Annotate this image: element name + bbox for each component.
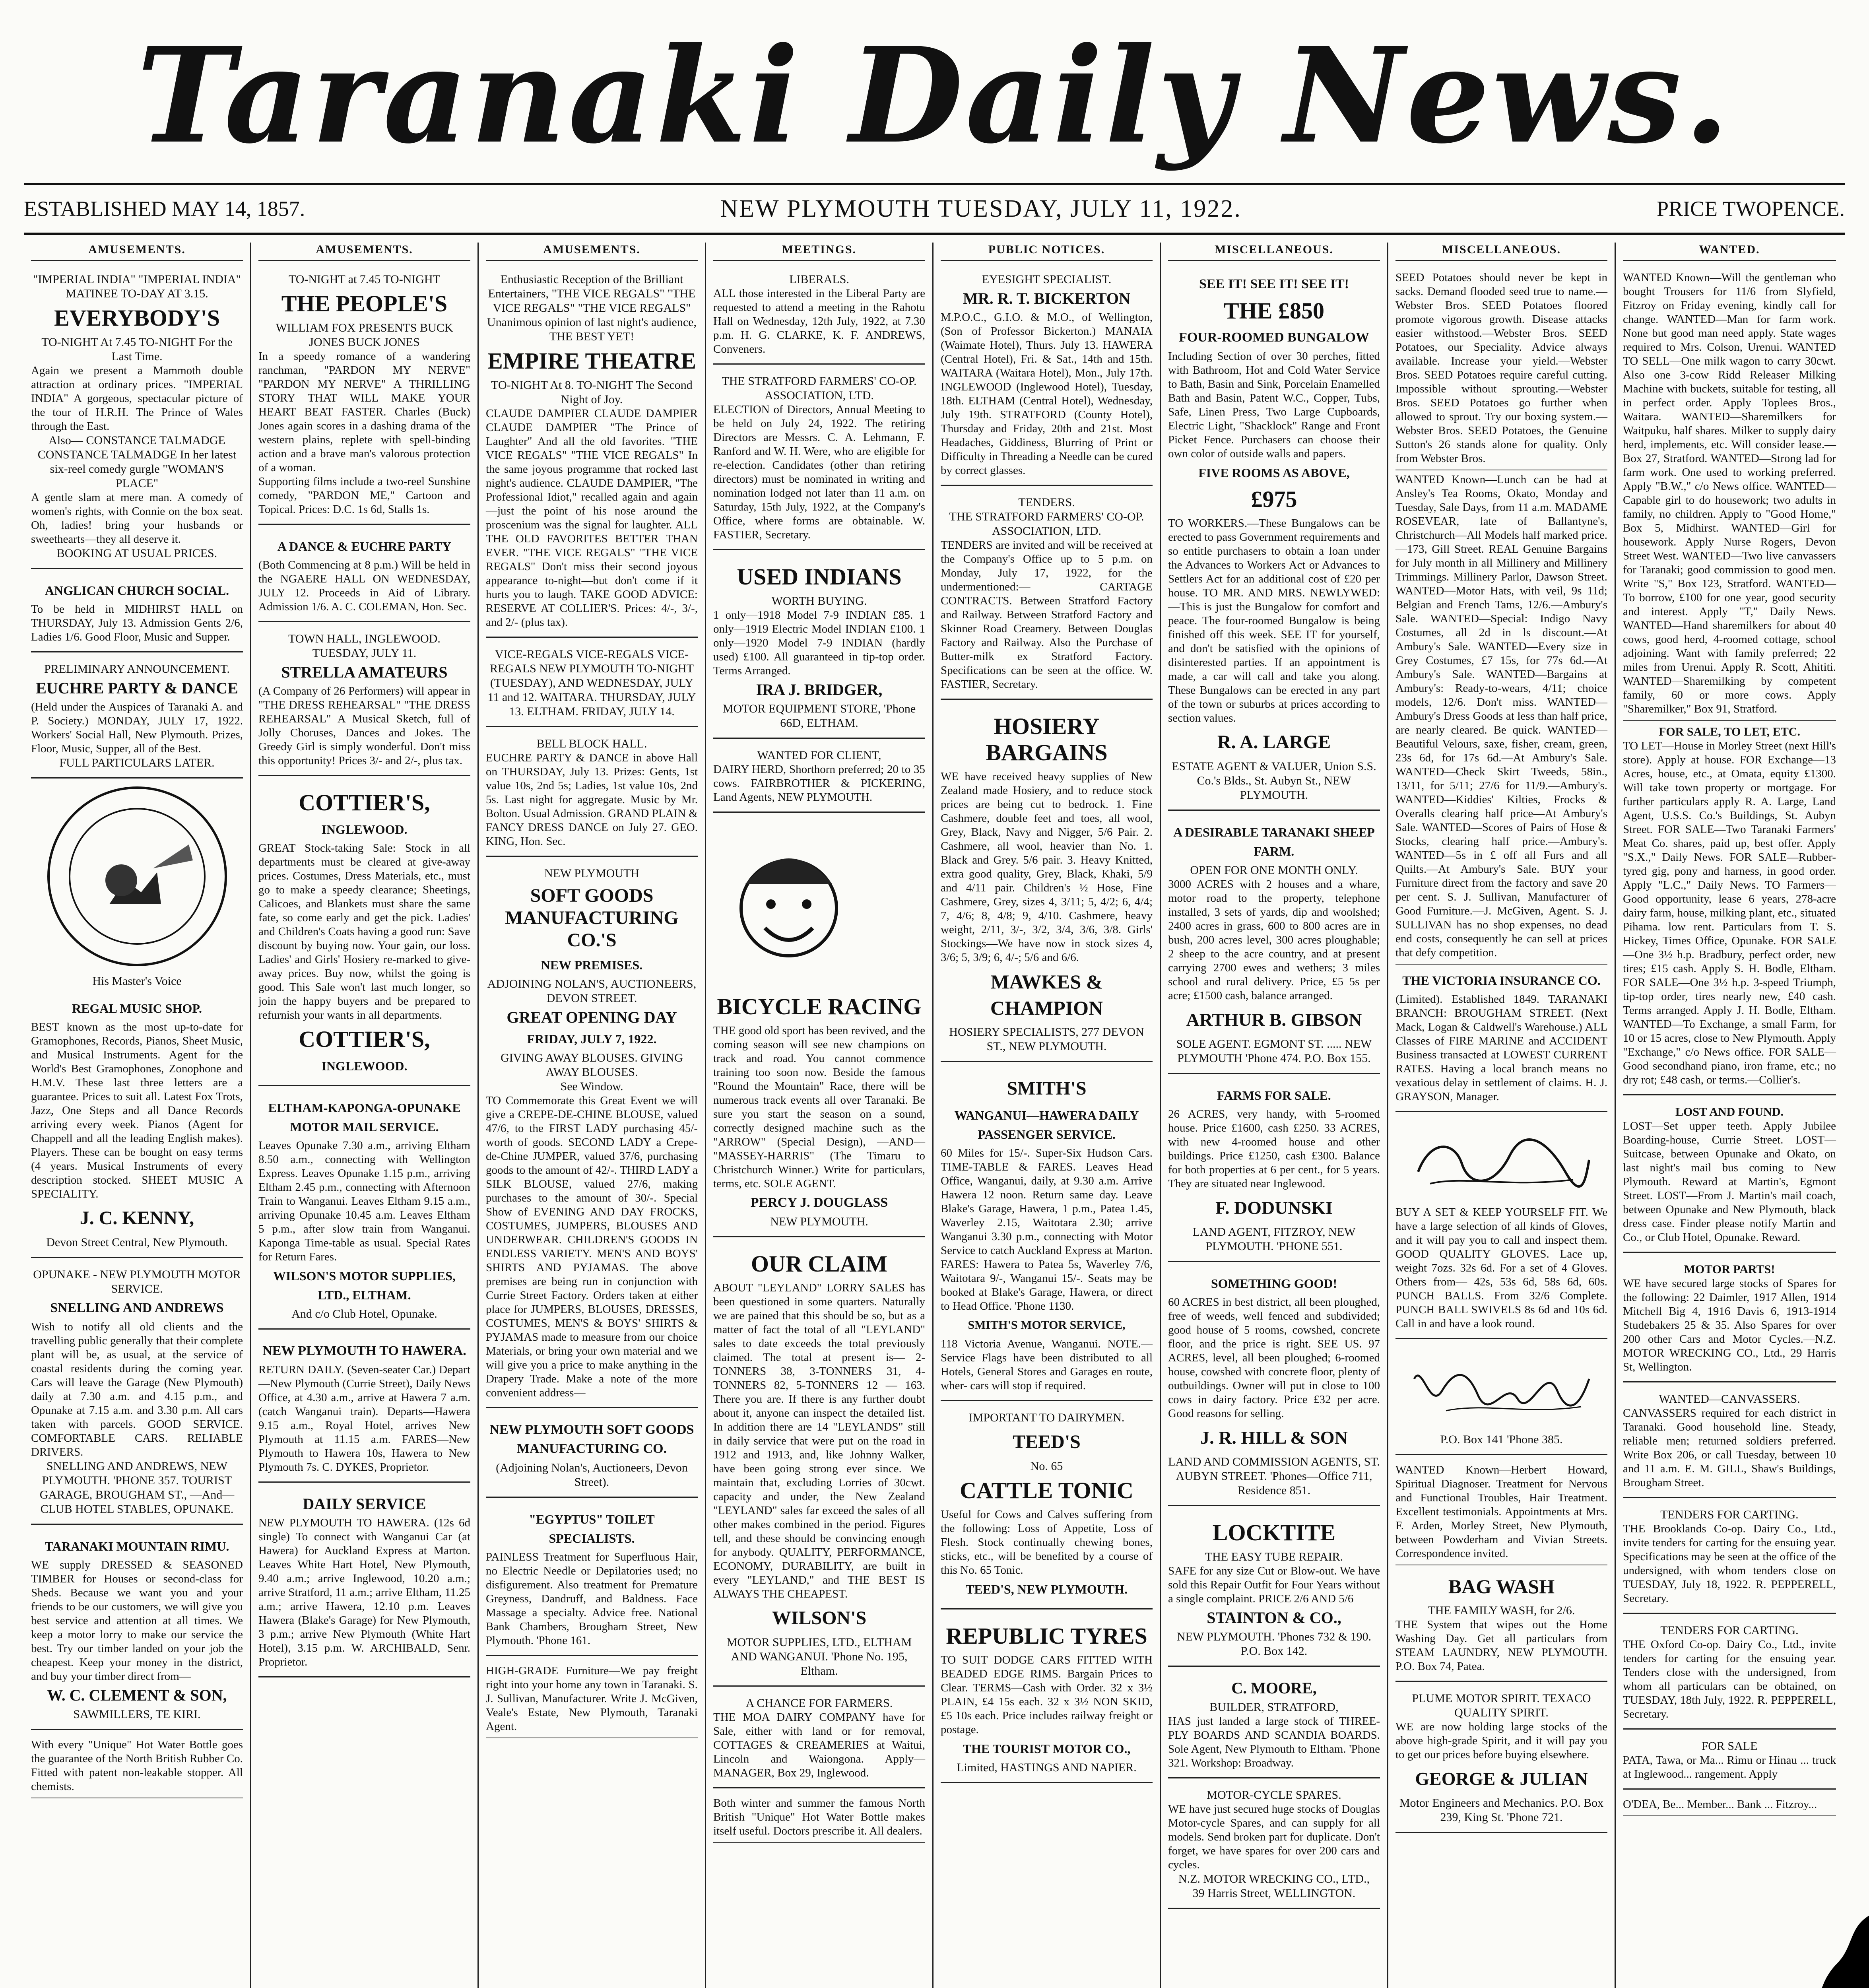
motor-parts-ad bbox=[1623, 1258, 1836, 1382]
daily-service-ad bbox=[258, 1488, 470, 1677]
section-title: TENDERS FOR CARTING. bbox=[1660, 1624, 1799, 1637]
ad-body: RETURN DAILY. (Seven-seater Car.) Depart—New Plymouth (Currie Street), Daily News Office, at 4.30 a.m., arrive at Hawera 7 a.m. (catch Wanganui train). Departs—Hawera 9.15 a.m., Royal Hotel, arrives New Plymouth at 11.15 a.m. FARES—New Plymouth to Hawera 10s, Hawera to New Plymouth 7s. C. DYKES, Proprietor. bbox=[258, 1363, 470, 1474]
austin-signature bbox=[1406, 1355, 1597, 1423]
ad-name: J. C. KENNY, bbox=[80, 1208, 194, 1229]
ad-title: NEW PLYMOUTH TO HAWERA. bbox=[262, 1343, 466, 1358]
ad-name: ARTHUR B. GIBSON bbox=[1186, 1010, 1362, 1030]
dateline-rule bbox=[24, 233, 1845, 235]
ad-title: SNELLING AND ANDREWS bbox=[50, 1301, 224, 1315]
ad-body: THE MOA DAIRY COMPANY have for Sale, either with land or for removal, COTTAGES & CREAMERIES at Waitui, Lincoln and Waiongona. Apply— MANAGER, Box 29, Inglewood. bbox=[713, 1711, 925, 1779]
ad-body: 60 ACRES in best district, all been ploughed, free of weeds, well fenced and subdivided; good house of 5 rooms, cowshed, concrete floor, and the price is right. SEE US. 97 ACRES, level, all been ploughed; 6-roomed house, cowshed with concrete floor, plenty of outbuildings. Owner will put in close to 100 cows in dairy factory. Price £32 per acre. Good reasons for selling. bbox=[1168, 1296, 1380, 1420]
hawera-service-ad bbox=[258, 1335, 470, 1483]
ad-line: No. 65 bbox=[1030, 1460, 1063, 1473]
ad-body: (Limited). Established 1849. TARANAKI BRANCH: BROUGHAM STREET. (Next Mack, Logan & Caldwell's Warehouse.) ALL Classes of FIRE MARINE and ACCIDENT Business transacted at LOWEST CURRENT RATES. Having a local branch means no vexatious delay in settlement of claims. H. J. GRAYSON, Manager. bbox=[1395, 993, 1607, 1103]
ad-line: TOWN HALL, INGLEWOOD. bbox=[288, 632, 441, 645]
ad-body: PAINLESS Treatment for Superfluous Hair, no Electric Needle or Depilatories used; no disfigurement. Also treatment for Premature Greyness, Dandruff, and Baldness. Face Massage a specialty. Advice free. National Bank Chambers, Brougham Street, New Plymouth. 'Phone 161. bbox=[486, 1551, 698, 1647]
ad-line: PLUME MOTOR SPIRIT. TEXACO QUALITY SPIRIT. bbox=[1412, 1692, 1591, 1719]
seed-potatoes-classifieds: SEED Potatoes should never be kept in sacks. Demand flooded seed true to name.—Webster Bros. SEED Potatoes floored promote vigorous growth. Disease attacks easier withstood.—Webster Bros. SEED Potatoes, our Speciality. Advice always available. Increase your yield.—Webster Bros. SEED Potatoes require careful cutting. Impossible without sprouting.—Webster Bros. SEED Potatoes go further when allowed to sprout. Try our boxing system.—Webster Bros. SEED Potatoes, the Genuine Sutton's 26 stands alone for quality. Only from Webster Bros. bbox=[1395, 268, 1607, 470]
ad-title: DAILY SERVICE bbox=[303, 1495, 426, 1513]
section-title: WANTED—CANVASSERS. bbox=[1659, 1392, 1800, 1406]
column-header: AMUSEMENTS. bbox=[258, 243, 470, 261]
moa-dairy-ad bbox=[713, 1692, 925, 1788]
column-4 bbox=[706, 243, 934, 1988]
column-header: MISCELLANEOUS. bbox=[1168, 243, 1380, 261]
ad-title: MR. R. T. BICKERTON bbox=[963, 289, 1130, 307]
spiritual-diagnoser-note: WANTED Known—Herbert Howard, Spiritual Diagnoser. Treatment for Nervous and Functional Troubles, Hair Treatment. Excellent testimonials. Appointments at Mrs. F. Arden, Morley Street, New Plymouth, between Powderham and Vivian Streets. Correspondence invited. bbox=[1395, 1461, 1607, 1565]
ad-body: DAIRY HERD, Shorthorn preferred; 20 to 35 cows. FAIRBROTHER & PICKERING, Land Agents, NEW PLYMOUTH. bbox=[713, 763, 925, 804]
column-header: WANTED. bbox=[1623, 243, 1836, 261]
ad-title: REPUBLIC TYRES bbox=[946, 1623, 1147, 1649]
church-social-ad bbox=[31, 575, 243, 652]
ad-body: A gentle slam at mere man. A comedy of women's rights, with Connie on the box seat. Oh, ladies! bring your husbands or sweethearts—they all deserve it. bbox=[31, 491, 243, 546]
ad-title: TEED'S bbox=[1013, 1431, 1081, 1452]
ad-body: BUY A SET & KEEP YOURSELF FIT. We have a large selection of all kinds of Gloves, and it will pay you to call and inspect them. GOOD QUALITY GLOVES. Lace up, weight 7ozs. 32s 6d. For a set of 4 Gloves. Others from— 42s, 53s 6d, 58s 6d, 60s. PUNCH BALLS. From 32/6 Complete. PUNCH BALL SWIVELS 8s 6d and 10s 6d. Call in and have a look round. bbox=[1395, 1206, 1607, 1330]
ad-body: ELECTION of Directors, Annual Meeting to be held on July 24, 1922. The retiring Directors are Messrs. C. A. Lehmann, F. Ranford and W. H. Were, who are eligible for re-election. Candidates (other than retiring directors) must be nominated in writing and nomination lodged not later than 11 a.m. on Saturday, 15th July, 1922, at the Company's Office, where forms are obtainable. W. FASTIER, Secretary. bbox=[713, 403, 925, 541]
ad-line: A CHANCE FOR FARMERS. bbox=[745, 1697, 893, 1710]
ad-body: THE Brooklands Co-op. Dairy Co., Ltd., invite tenders for carting for the ensuing year. Specifications may be seen at the office of the undersigned, with whom tenders close on TUESDAY, July 18, 1922. R. PEPPERELL, Secretary. bbox=[1623, 1522, 1836, 1605]
ad-line: LIBERALS. bbox=[789, 273, 849, 286]
ad-line: EYESIGHT SPECIALIST. bbox=[982, 273, 1112, 286]
ad-body: To be held in MIDHIRST HALL on THURSDAY, July 13. Admission Gents 2/6, Ladies 1/6. Good Floor, Music and Supper. bbox=[31, 603, 243, 643]
ad-title: SOMETHING GOOD! bbox=[1211, 1276, 1337, 1291]
ad-line: GIVING AWAY BLOUSES. GIVING AWAY BLOUSES. bbox=[501, 1051, 683, 1079]
ad-body: 3000 ACRES with 2 houses and a whare, motor road to the property, telephone installed, 3 sets of yards, dip and woolshed; 2400 acres in grass, 600 to 800 acres are in bush, 200 acres level, 300 acres ploughable; 2 sheep to the acre country, and at present carrying 2700 ewes and wethers; 3 miles school and rural delivery. Price, £5 5s per acre; £1500 cash, balance arranged. bbox=[1168, 878, 1380, 1002]
ad-title: BICYCLE RACING bbox=[717, 994, 922, 1019]
ad-line: NEW PLYMOUTH bbox=[544, 867, 639, 880]
ambury-classifieds: WANTED Known—Lunch can be had at Ansley's Tea Rooms, Okato, Monday and Tuesday, Sale Days, from 11 a.m. MADAME ROSEVEAR, late of Ballantyne's, Christchurch—All Models half marked price.—173, Gill Street. REAL Genuine Bargains for July month in all Millinery and Millinery Trimmings. Millinery Parlor, Dawson Street. WANTED—Motor Hats, with veil, 9s 11d; Belgian and French Tams, 12/6.—Ambury's Sale. WANTED—Special: Indigo Navy Costumes, all 2d in ls discount.—At Ambury's Sale. WANTED—Every size in Grey Costumes, £7 15s, for 77s 6d.—At Ambury's Sale. WANTED—Bargains at Ambury's: Ready-to-wears, 4/11; choice models, 12/6. Don't miss. WANTED—Ambury's Dress Goods at less than half price, are nearly cleared. Be quick. WANTED—Beautiful Velours, saxe, fisher, cream, green, 23s 6d, for 17s 6d.—At Ambury's Sale. WANTED—Check Skirt Tweeds, 58in., 13/11, for 5/11; 27/6 for 11/9.—Ambury's. WANTED—Kiddies' Kilties, Frocks & Overalls clearing half price—At Ambury's Sale. WANTED—Scores of Pairs of Hose & Stocks, clearing half price.—Ambury's. WANTED—5s in £ off all Furs and all Quilts.—At Ambury's Sale. BUY your Furniture direct from the factory and save 20 per cent. S. J. Sullivan, Manufacturer of Good Furniture.—J. McGiven, Agent. S. J. SULLIVAN has no shop expenses, no dead end costs, consequently he can sell at prices that defy competition. bbox=[1395, 470, 1607, 965]
ad-body: TENDERS are invited and will be received at the Company's Office up to 5 p.m. on Monday, July 17, 1922, for the undermentioned:— CARTAGE CONTRACTS. Between Stratford Factory and Railway. Between Stratford Factory and Skinner Road Creamery. Between Douglas Factory and Railway. Also the Purchase of Butter-milk ex Stratford Factory. Specifications can be seen at the office. W. FASTIER, Secretary. bbox=[941, 539, 1153, 691]
ad-line: 39 Harris Street, WELLINGTON. bbox=[1192, 1887, 1356, 1900]
place-date-line: NEW PLYMOUTH TUESDAY, JULY 11, 1922. bbox=[720, 195, 1242, 222]
egyptus-ad bbox=[486, 1503, 698, 1656]
ad-line: WILLIAM FOX PRESENTS BUCK JONES BUCK JONES bbox=[276, 321, 453, 349]
motorcycle-spares-ad bbox=[1168, 1784, 1380, 1909]
ad-title: EUCHRE PARTY & DANCE bbox=[36, 679, 238, 697]
ad-body: M.P.O.C., G.I.O. & M.O., of Wellington, (Son of Professor Bickerton.) MANAIA (Waimate Hotel), Thurs. July 13. HAWERA (Central Hotel), Fri. & Sat., 14th and 15th. WAITARA (Waitara Hotel), Mon., July 17th. INGLEWOOD (Inglewood Hotel), Tuesday, 18th. ELTHAM (Central Hotel), Wednesday, July 19th. STRATFORD (County Hotel), Thursday and Friday, 20th and 21st. Most Headaches, Giddiness, Blurring of Print or Difficulty in Threading a Needle can be cured by correct glasses. bbox=[941, 311, 1153, 477]
column-header: AMUSEMENTS. bbox=[486, 243, 698, 261]
unique-bottle-note: Both winter and summer the famous North British "Unique" Hot Water Bottle makes itself useful. Doctors prescribe it. All dealers. bbox=[713, 1794, 925, 1843]
column-5 bbox=[934, 243, 1161, 1988]
wanted-classifieds: WANTED Known—Will the gentleman who bought Trousers for 11/6 from Slyfield, Fitzroy on Friday evening, kindly call for change. WANTED—Man for farm work. None but good man need apply. State wages required to Mrs. Colson, Urenui. WANTED TO SELL—One milk wagon to carry 30cwt. Also one 3-cow Ridd Releaser Milking Machine with buckets, suitable for testing, all in perfect order. Apply Toplees Bros., Waitara. WANTED—Sharemilkers for Waitpuku, half shares. Milker to supply dairy herd, implements, etc. Will consider lease.—Box 27, Stratford. WANTED—Strong lad for farm work. One used to working preferred. Apply "B.W.," c/o News office. WANTED—Capable girl to do housework; two adults in family, no children. Apply to "Good Home," Box 5, Midhirst. WANTED—Girl for housework. Apply Nurse Rogers, Devon Street West. WANTED—Two live canvassers for Taranaki; good commission to good men. Write "S," Box 123, Stratford. WANTED—To borrow, £100 for one year, good security and interest. Apply "T," Daily News. WANTED—Hand sharemilkers for about 40 cows, good herd, 4-roomed cottage, school adjoining. Want with family preferred; 22 miles from Urenui. Apply R. Scott, Ahititi. WANTED—Sharemilking by competent family, 60 or more cows. Apply "Sharemilker," Box 91, Stratford. bbox=[1623, 268, 1836, 721]
ad-sub: FIVE ROOMS AS ABOVE, bbox=[1198, 466, 1350, 480]
ad-line: THE STRATFORD FARMERS' CO-OP. ASSOCIATION, LTD. bbox=[722, 375, 917, 402]
ad-line: See Window. bbox=[560, 1080, 623, 1093]
torn-corner bbox=[1750, 1916, 1869, 1988]
ad-title: £975 bbox=[1251, 486, 1297, 512]
ad-title: THE £850 bbox=[1224, 298, 1324, 324]
column-2 bbox=[251, 243, 479, 1988]
ad-line: Devon Street Central, New Plymouth. bbox=[46, 1236, 228, 1249]
ad-body: BEST known as the most up-to-date for Gramophones, Records, Pianos, Sheet Music, and Musical Instruments. Agent for the World's Best Gramophones, Zonophone and H.M.V. These last three letters are a guarantee. Prices to suit all. Latest Fox Trots, Jazz, One Steps and all Dance Records arriving every week. Pianos (Agent for Chappell and all the leading English makes). Players. These can be bought on easy terms (4 years. Musical Instruments of every description stocked. SHEET MUSIC A SPECIALITY. bbox=[31, 1021, 243, 1200]
boxing-gloves-script-heading bbox=[1406, 1128, 1597, 1196]
ad-line: "IMPERIAL INDIA" "IMPERIAL INDIA" bbox=[33, 273, 241, 286]
ad-sub: WANGANUI—HAWERA DAILY PASSENGER SERVICE. bbox=[954, 1108, 1139, 1142]
ad-title: SOFT GOODS MANUFACTURING CO.'S bbox=[505, 885, 679, 951]
ad-title: SMITH'S bbox=[1007, 1078, 1087, 1099]
ad-line: MOTOR-CYCLE SPARES. bbox=[1207, 1788, 1341, 1802]
ad-name: GEORGE & JULIAN bbox=[1415, 1769, 1588, 1789]
ad-line: TO-NIGHT At 8. TO-NIGHT The Second Night of Joy. bbox=[491, 379, 693, 406]
motor-mail-ad bbox=[258, 1092, 470, 1330]
column-header: AMUSEMENTS. bbox=[31, 243, 243, 261]
ad-line: SOLE AGENT. EGMONT ST. ..... NEW PLYMOUTH 'Phone 474. P.O. Box 155. bbox=[1176, 1037, 1372, 1065]
ad-title: COTTIER'S, bbox=[299, 1026, 430, 1052]
ad-title: FARMS FOR SALE. bbox=[1217, 1088, 1331, 1103]
ad-line: IMPORTANT TO DAIRYMEN. bbox=[968, 1411, 1125, 1424]
established-line: ESTABLISHED MAY 14, 1857. bbox=[24, 197, 305, 221]
price-line: PRICE TWOPENCE. bbox=[1656, 197, 1845, 221]
brooklands-tender-ad bbox=[1623, 1504, 1836, 1614]
ad-body: 118 Victoria Avenue, Wanganui. NOTE.—Service Flags have been distributed to all Hotels, General Stores and Garages en route, wher- cars will stop if required. bbox=[941, 1338, 1153, 1392]
ad-line: BOOKING AT USUAL PRICES. bbox=[56, 547, 217, 560]
ad-body: TO Commemorate this Great Event we will give a CREPE-DE-CHINE BLOUSE, valued 47/6, to the FIRST LADY purchasing 45/- worth of goods. SECOND LADY a Crepe-de-Chine JUMPER, valued 37/6, purchasing goods to the amount of 42/-. THIRD LADY a SILK BLOUSE, valued 27/6, making purchases to the amount of 30/-. Special Show of EVENING AND DAY FROCKS, COSTUMES, JUMPERS, BLOUSES AND UNDERWEAR. CHILDREN'S GOODS IN ENDLESS VARIETY. MEN'S AND BOYS' SHIRTS AND PYJAMAS. The above premises are being run in conjunction with Currie Street Factory. Orders taken at either place for JUMPERS, BLOUSES, DRESSES, COSTUMES, MEN'S & BOYS' SHIRTS & PYJAMAS made to measure from our choice Materials, or bring your own material and we will give you a price to make anything in the Drapery Trade. Make a note of the more convenient address— bbox=[486, 1094, 698, 1399]
ad-body: TO WORKERS.—These Bungalows can be erected to pass Government requirements and so entitle purchasers to obtain a loan under the Advances to Workers Act or Advances to Settlers Act for an additional cost of £20 per house. TO MR. AND MRS. NEWLYWED:—This is just the Bungalow for comfort and peace. The four-roomed Bungalow is being finished off this week. SEE IT for yourself, and don't be satisfied with the opinions of disinterested parties. If an appointment is made, a car will call and take you along. These Bungalows can be erected in any part of the town or suburbs at prices according to section values. bbox=[1168, 517, 1380, 724]
ad-line: Limited, HASTINGS AND NAPIER. bbox=[957, 1761, 1137, 1774]
ad-body: Again we present a Mammoth double attraction at ordinary prices. "IMPERIAL INDIA" A gorgeous, spectacular picture of the tour of H.R.H. The Prince of Wales through the East. bbox=[31, 364, 243, 433]
ad-body: HAS just landed a large stock of THREE-PLY BOARDS AND SCANDIA BOARDS. Sole Agent, New Plymouth to Eltham. 'Phone 321. Workshop: Broadway. bbox=[1168, 1715, 1380, 1769]
eyesight-ad bbox=[941, 268, 1153, 486]
ad-line: MATINEE TO-DAY AT 3.15. bbox=[66, 287, 208, 300]
ad-line: OPUNAKE - NEW PLYMOUTH MOTOR SERVICE. bbox=[33, 1268, 241, 1295]
for-sale-section bbox=[1623, 721, 1836, 1095]
oxford-tender-ad bbox=[1623, 1619, 1836, 1730]
ad-title: CATTLE TONIC bbox=[960, 1477, 1133, 1503]
ad-name: PERCY J. DOUGLASS bbox=[750, 1195, 888, 1210]
ad-body: WE supply DRESSED & SEASONED TIMBER for Houses or second-class for Sheds. Because we want you and your friends to be our customers, we will give you best service and attention at all times. We keep a motor lorry to make our service the best. Try our timber landed on your job the cheapest. Keep your money in the district, and buy your timber direct from— bbox=[31, 1559, 243, 1683]
peoples-ad bbox=[258, 268, 470, 525]
bungalow-ad bbox=[1168, 268, 1380, 811]
lost-found-section bbox=[1623, 1101, 1836, 1253]
section-title: MOTOR PARTS! bbox=[1684, 1263, 1775, 1276]
everybodys-ad bbox=[31, 268, 243, 569]
bag-wash-ad bbox=[1395, 1565, 1607, 1682]
used-indians-ad bbox=[713, 556, 925, 739]
ad-line: NEW PLYMOUTH. 'Phones 732 & 190. P.O. Box 142. bbox=[1176, 1630, 1372, 1658]
ad-body: 1 only—1918 Model 7-9 INDIAN £85. 1 only—1919 Electric Model INDIAN £100. 1 only—1920 Model 7-9 INDIAN (hardly used) £100. All guaranteed in tip-top order. Terms Arranged. bbox=[713, 609, 925, 677]
ad-line: And c/o Club Hotel, Opunake. bbox=[291, 1307, 437, 1320]
republic-tyres-ad bbox=[941, 1615, 1153, 1783]
ad-body: LOST—Set upper teeth. Apply Jubilee Boarding-house, Currie Street. LOST—Suitcase, between Opunake and Okato, on last night's mail bus coming to New Plymouth. Reward at Martin's, Egmont Street. LOST—From J. Martin's mail coach, between Opunake and New Plymouth, black dress case. Finder please notify Martin and Co., or Club Hotel, Opunake. Reward. bbox=[1623, 1120, 1836, 1244]
ad-line: WANTED FOR CLIENT, bbox=[757, 749, 881, 762]
ad-sub: NEW PREMISES. bbox=[541, 958, 643, 972]
plume-spirit-ad bbox=[1395, 1687, 1607, 1833]
ad-name: THE TOURIST MOTOR CO., bbox=[963, 1741, 1131, 1756]
ad-title: REGAL MUSIC SHOP. bbox=[72, 1001, 202, 1015]
column-6 bbox=[1161, 243, 1388, 1988]
ad-line: Motor Engineers and Mechanics. P.O. Box 239, King St. 'Phone 721. bbox=[1399, 1796, 1604, 1824]
ad-line: TO-NIGHT At 7.45 TO-NIGHT For the Last Time. bbox=[41, 336, 233, 363]
ad-line: FULL PARTICULARS LATER. bbox=[59, 756, 215, 769]
ad-line: SAWMILLERS, TE KIRI. bbox=[73, 1708, 201, 1721]
ad-body: THE Oxford Co-op. Dairy Co., Ltd., invite tenders for carting for the ensuing year. Tenders close with the undersigned, from whom all particulars can be obtained, on TUESDAY, 18th July, 1922. R. PEPPERELL, Secretary. bbox=[1623, 1638, 1836, 1720]
vice-regals-ad bbox=[486, 643, 698, 727]
ad-title: COTTIER'S, bbox=[299, 790, 430, 815]
bell-block-ad bbox=[486, 733, 698, 857]
boxing-gloves-ad bbox=[1395, 1118, 1607, 1339]
ad-line: MOTOR EQUIPMENT STORE, 'Phone 66D, ELTHAM. bbox=[722, 702, 916, 730]
ad-title: "EGYPTUS" TOILET SPECIALISTS. bbox=[529, 1512, 655, 1545]
our-claim-ad bbox=[713, 1243, 925, 1687]
ngaere-dance-ad bbox=[258, 530, 470, 622]
ad-name: C. MOORE, bbox=[1231, 1679, 1317, 1697]
bicycle-racing-ad bbox=[713, 986, 925, 1237]
ad-title: HOSIERY BARGAINS bbox=[986, 713, 1108, 765]
hosiery-ad bbox=[941, 705, 1153, 1062]
soft-goods-ad bbox=[486, 862, 698, 1408]
something-good-ad bbox=[1168, 1268, 1380, 1506]
ad-body: NEW PLYMOUTH TO HAWERA. (12s 6d single) To connect with Wanganui Car (at Hawera) for Auckland Express at Marton. Leaves White Hart Hotel, New Plymouth, 9.40 a.m.; arrive Inglewood, 10.20 a.m.; arrive Stratford, 11 a.m.; arrive Eltham, 11.25 a.m.; arrive Hawera, 12.10 p.m. Leaves Hawera (Blake's Garage) for New Plymouth, 3 p.m.; arrive New Plymouth (White Hart Hotel), 3.15 p.m. W. ARCHIBALD, Senr. Proprietor. bbox=[258, 1516, 470, 1668]
column-3 bbox=[479, 243, 706, 1988]
ad-body: WE are now holding large stocks of the above high-grade Spirit, and it will pay you to get our prices before buying elsewhere. bbox=[1395, 1720, 1607, 1761]
ad-body: GREAT Stock-taking Sale: Stock in all departments must be cleared at give-away prices. Costumes, Dress Materials, etc., must go to make a speedy clearance; Sheetings, Calicoes, and Blankets must share the same fate, so come early and get the pick. Ladies' and Children's Coats having a good run: Save discount by buying now. Your gain, our loss. Ladies' and Girls' Hosiery re-marked to give-away prices. Buy now, whilst the going is good. This Sale won't last much longer, so join the happy buyers and be prepared to refurnish your wants in all departments. bbox=[258, 842, 470, 1021]
soft-goods-address-ad bbox=[486, 1414, 698, 1498]
column-7 bbox=[1388, 243, 1616, 1988]
column-1 bbox=[24, 243, 251, 1988]
masthead-rule bbox=[24, 183, 1845, 185]
ad-line: MOTOR SUPPLIES, LTD., ELTHAM AND WANGANUI. 'Phone No. 195, Eltham. bbox=[726, 1636, 912, 1677]
victoria-insurance-ad bbox=[1395, 965, 1607, 1112]
ad-line: THE EASY TUBE REPAIR. bbox=[1205, 1550, 1343, 1563]
ad-title: BAG WASH bbox=[1448, 1575, 1555, 1598]
ad-title: EMPIRE THEATRE bbox=[487, 348, 696, 374]
rimu-ad bbox=[31, 1530, 243, 1730]
ad-line: (Adjoining Nolan's, Auctioneers, Devon Street). bbox=[496, 1461, 688, 1489]
column-header: PUBLIC NOTICES. bbox=[941, 243, 1153, 261]
ad-body: Wish to notify all old clients and the travelling public generally that their complete plant will be, as usual, at the service of coastal residents during the coming year. Cars will leave the Garage (New Plymouth) daily at 7.30 a.m. and 4.15 p.m., and Opunake at 7.15 a.m. and 3.30 p.m. All cars taken with parcels. GOOD SERVICE. COMFORTABLE CARS. RELIABLE DRIVERS. bbox=[31, 1320, 243, 1458]
ad-name: W. C. CLEMENT & SON, bbox=[47, 1686, 227, 1704]
furniture-note: HIGH-GRADE Furniture—We pay freight right into your home any town in Taranaki. S. J. Sullivan, Manufacturer. Write J. McGiven, Veale's Estate, New Plymouth, Taranaki Agent. bbox=[486, 1662, 698, 1738]
ad-line: LAND AND COMMISSION AGENTS, ST. AUBYN STREET. 'Phones—Office 711, Residence 851. bbox=[1168, 1455, 1380, 1497]
ad-sub: INGLEWOOD. bbox=[321, 822, 408, 837]
his-masters-voice-logo bbox=[47, 786, 227, 966]
canvassers-ad bbox=[1623, 1388, 1836, 1498]
austin-son-ad bbox=[1395, 1345, 1607, 1455]
odea-note: O'DEA, Be... Member... Bank ... Fitzroy... bbox=[1623, 1795, 1836, 1816]
ad-title: ELTHAM-KAPONGA-OPUNAKE MOTOR MAIL SERVICE. bbox=[268, 1101, 461, 1134]
column-header: MISCELLANEOUS. bbox=[1395, 243, 1607, 261]
moore-builder-ad bbox=[1168, 1672, 1380, 1778]
ad-line: TUESDAY, JULY 11. bbox=[312, 646, 417, 660]
ad-sub: INGLEWOOD. bbox=[321, 1059, 408, 1073]
ad-body: (Held under the Auspices of Taranaki A. and P. Society.) MONDAY, JULY 17, 1922. Workers' Social Hall, New Plymouth. Prizes, Floor, Music, Supper, all of the Best. bbox=[31, 701, 243, 755]
ad-body: Useful for Cows and Calves suffering from the following: Loss of Appetite, Loss of Flesh. Stock continually chewing bones, sticks, etc., will be benefited by a course of this No. 65 Tonic. bbox=[941, 1508, 1153, 1576]
masthead: Taranaki Daily News. bbox=[137, 18, 1732, 173]
ad-line: THE STRATFORD FARMERS' CO-OP. ASSOCIATION, LTD. bbox=[949, 510, 1144, 538]
ad-body: TO LET—House in Morley Street (next Hill's store). Apply at house. FOR Exchange—13 Acres, house, etc., at Omata, equity £1300. Will take town property or mortgage. For further particulars apply R. A. Large, Land Agent, U.S.S. Co.'s Buildings, St. Aubyn Street. FOR SALE—Two Taranaki Farmers' Meat Co. shares, paid up, best offer. Apply "S.X.," Daily News. FOR SALE—Rubber-tyred gig, pony and harness, in good order. Apply "L.C.," Daily News. TO Farmers—Good opportunity, lease 6 years, 278-acre dairy farm, house, milking plant, etc., situated Pihama. low rent. Particulars from T. S. Hickey, Times Office, Opunake. FOR SALE—One 3½ h.p. Bradbury, perfect order, new tires; £15 cash. Apply S. H. Bodle, Eltham. FOR SALE—One 3½ h.p. 3-speed Triumph, tip-top order, tires nearly new, £40 cash. Terms arranged. Apply J. H. Bodle, Eltham. WANTED—To Exchange, a small Farm, for 10 or 15 acres, close to New Plymouth. Apply "Exchange," c/o News office. FOR SALE—Good secondhand piano, iron frame, etc.; no dry rot; £48 cash, or terms.—Collier's. bbox=[1623, 740, 1836, 1086]
logo-caption: His Master's Voice bbox=[92, 975, 182, 988]
ad-body: TO SUIT DODGE CARS FITTED WITH BEADED EDGE RIMS. Bargain Prices to Clear. TERMS—Cash with Order. 32 x 3½ PLAIN, £4 15s each. 32 x 3½ NON SKID, £5 10s each. Price includes railway freight or postage. bbox=[941, 1654, 1153, 1736]
ad-line: Enthusiastic Reception of the Brilliant Entertainers, "THE VICE REGALS" "THE VICE REGALS" "THE VICE REGALS" Unanimous opinion of last night's audience, THE BEST YET! bbox=[487, 273, 697, 343]
ad-line: OPEN FOR ONE MONTH ONLY. bbox=[1190, 864, 1358, 877]
ad-body: SAFE for any size Cut or Blow-out. We have sold this Repair Outfit for Four Years without a single complaint. PRICE 2/6 AND 5/6 bbox=[1168, 1565, 1380, 1605]
column-8 bbox=[1616, 243, 1843, 1988]
ad-line: WORTH BUYING. bbox=[771, 594, 867, 608]
ad-name: J. R. HILL & SON bbox=[1200, 1427, 1348, 1448]
ad-line: ADJOINING NOLAN'S, AUCTIONEERS, DEVON STREET. bbox=[487, 977, 697, 1005]
locktite-ad bbox=[1168, 1512, 1380, 1667]
ad-body: WE have received heavy supplies of New Zealand made Hosiery, and to reduce stock prices are being cut to bedrock. 1. Fine Cashmere, double feet and toes, all wool, Grey, Black, Navy and Nigger, 5/6 Pair. 2. Cashmere, all wool, heavier than No. 1. Black and Grey. 5/6 pair. 3. Heavy Knitted, extra good quality, Grey, Black, Khaki, 5/9 and 4/11 pair. Children's ½ Hose, Fine Cashmere, Grey, sizes 4, 3/11; 5, 4/2; 6, 4/4; 7, 4/6; 8, 4/8; 9, 4/10. Cashmere, heavy weight, 2/11, 3/-, 3/2, 3/4, 3/6, 3/8. Girls' Stockings—We have now in stock sizes 4, 3/6; 5, 3/9; 6, 4/-; 5/6 and 6/6. bbox=[941, 770, 1153, 964]
ad-body: WE have just secured huge stocks of Douglas Motor-cycle Spares, and can supply for all models. Send broken part for duplicate. Don't forget, we have spares for over 200 cars and cycles. bbox=[1168, 1803, 1380, 1871]
ad-body: 26 ACRES, very handy, with 5-roomed house. Price £1600, cash £250. 33 ACRES, with new 4-roomed house and other buildings. Price £1250, cash £300. Balance for both properties at 6 per cent., for 5 years. They are situated near Inglewood. bbox=[1168, 1108, 1380, 1190]
ad-name: STAINTON & CO., bbox=[1207, 1609, 1341, 1627]
column-header: MEETINGS. bbox=[713, 243, 925, 261]
dateline bbox=[24, 191, 1845, 227]
ad-line: BUILDER, STRATFORD, bbox=[1209, 1701, 1339, 1714]
ad-line: BELL BLOCK HALL. bbox=[536, 737, 647, 750]
section-title: TENDERS FOR CARTING. bbox=[1660, 1508, 1799, 1521]
ad-line: SEE IT! SEE IT! SEE IT! bbox=[1199, 277, 1349, 291]
ad-line: ESTATE AGENT & VALUER, Union S.S. Co.'s Blds., St. Aubyn St., NEW PLYMOUTH. bbox=[1172, 760, 1376, 802]
empire-theatre-ad bbox=[486, 268, 698, 638]
euchre-ad bbox=[31, 658, 243, 779]
sheep-farm-ad bbox=[1168, 816, 1380, 1074]
liberals-ad bbox=[713, 268, 925, 365]
ad-line: TENDERS. bbox=[1018, 496, 1075, 509]
ad-title: TARANAKI MOUNTAIN RIMU. bbox=[45, 1539, 229, 1553]
ad-body: THE System that wipes out the Home Washing Day. Get all particulars from STEAM LAUNDRY, NEW PLYMOUTH. P.O. Box 74, Patea. bbox=[1395, 1618, 1607, 1673]
ad-title: GREAT OPENING DAY bbox=[507, 1008, 677, 1026]
ad-title: EVERYBODY'S bbox=[54, 305, 220, 331]
ad-line: PRELIMINARY ANNOUNCEMENT. bbox=[44, 662, 230, 676]
stratford-election-ad bbox=[713, 370, 925, 550]
ad-line: Also— CONSTANCE TALMADGE CONSTANCE TALMADGE In her latest six-reel comedy gurgle "WOMAN'S PLACE" bbox=[37, 434, 237, 490]
section-title: LOST AND FOUND. bbox=[1675, 1105, 1784, 1118]
ad-body: ABOUT "LEYLAND" LORRY SALES has been questioned in some quarters. Naturally we are pained that this should be so, but as a matter of fact the total of all "LEYLAND" sales to date exceeds the total previously claimed. The total at present is— 2-TONNERS 38, 3-TONNERS 31, 4-TONNERS 82, 5-TONNERS 12 — 163. There you are. If there is any further doubt about it, anyone can inspect the detailed list. In addition there are 14 "LEYLANDS" still in daily service that were put on the road in 1912 and 1913, and, like Johnny Walker, have been going strong ever since. We maintain that, excluding Lorries of 30cwt. capacity and under, the New Zealand "LEYLAND" sales far exceed the sales of all other makes combined in the period. Figures tell, and these should be convincing enough for anybody. QUALITY, PERFORMANCE, ECONOMY, DURABILITY, are built in every "LEYLAND," and THE BEST IS ALWAYS THE CHEAPEST. bbox=[713, 1281, 925, 1600]
ad-line: SNELLING AND ANDREWS, NEW PLYMOUTH. 'PHONE 357. TOURIST GARAGE, BROUGHAM ST., —And— CLUB HOTEL STABLES, OPUNAKE. bbox=[39, 1460, 235, 1516]
ad-line: TO-NIGHT at 7.45 TO-NIGHT bbox=[288, 273, 441, 286]
ad-body: Supporting films include a two-reel Sunshine comedy, "PARDON ME," Cartoon and Topical. Prices: D.C. 1s 6d, Stalls 1s. bbox=[258, 475, 470, 516]
ad-body: ALL those interested in the Liberal Party are requested to attend a meeting in the Rahotu Hall on Wednesday, 12th July, 1922, at 7.30 p.m. H. G. CLARKE, K. F. ANDREWS, Conveners. bbox=[713, 287, 925, 355]
ad-sub: FRIDAY, JULY 7, 1922. bbox=[527, 1032, 657, 1046]
ad-title: A DESIRABLE TARANAKI SHEEP FARM. bbox=[1173, 825, 1375, 858]
ad-name: F. DODUNSKI bbox=[1215, 1198, 1333, 1218]
ad-body: CLAUDE DAMPIER CLAUDE DAMPIER CLAUDE DAMPIER "The Prince of Laughter" And all the old favorites. "THE VICE REGALS" "THE VICE REGALS" In the same joyous programme that rocked last night's audience. CLAUDE DAMPIER, "The Professional Idiot," recalled again and again—just the point of his nose around the proscenium was the signal for laughter. ALL THE OLD FAVORITES BETTER THAN EVER. "THE VICE REGALS" "THE VICE REGALS" Don't miss their second joyous appearance to-night—but don't come if it hurts you to laugh. TAKE GOOD ADVICE: RESERVE AT COLLIER'S. Prices: 4/-, 3/-, and 2/- (plus tax). bbox=[486, 407, 698, 629]
ad-title: NEW PLYMOUTH SOFT GOODS MANUFACTURING CO. bbox=[489, 1422, 694, 1456]
ad-body: 60 Miles for 15/-. Super-Six Hudson Cars. TIME-TABLE & FARES. Leaves Head Office, Wanganui, daily, at 9.30 a.m. Arrive Hawera 12 noon. Return same day. Leave Blake's Garage, Hawera, 1 p.m., Patea 1.45, Waverley 2.15, Waitotara 2.30; arrive Wanganui 3.30 p.m., connecting with Motor Service to catch Auckland Express at Marton. FARES: Hawera to Patea 5s, Waverley 7/6, Waitotara 9/-, Wanganui 15/-. Seats may be booked at Blake's Garage, Hawera, or direct to Head Office. 'Phone 1130. bbox=[941, 1147, 1153, 1312]
ad-name: R. A. LARGE bbox=[1217, 732, 1331, 753]
ad-line: N.Z. MOTOR WRECKING CO., LTD., bbox=[1178, 1872, 1370, 1885]
ad-title: ANGLICAN CHURCH SOCIAL. bbox=[45, 583, 229, 598]
ad-title: USED INDIANS bbox=[737, 564, 902, 590]
ad-title: THE VICTORIA INSURANCE CO. bbox=[1402, 973, 1601, 988]
section-title: FOR SALE bbox=[1701, 1740, 1758, 1753]
ad-name: MAWKES & CHAMPION bbox=[990, 971, 1103, 1019]
smiling-cyclist-illustration bbox=[713, 825, 864, 976]
smiths-ad bbox=[941, 1068, 1153, 1401]
tenders-ad bbox=[941, 491, 1153, 700]
ad-title: STRELLA AMATEURS bbox=[281, 663, 448, 681]
hot-water-bottle-note: With every "Unique" Hot Water Bottle goes the guarantee of the North British Rubber Co. Fitted with patent non-leakable stopper. All chemists. bbox=[31, 1736, 243, 1798]
columns bbox=[24, 243, 1845, 1988]
cottiers-ad bbox=[258, 782, 470, 1086]
ad-body: Including Section of over 30 perches, fitted with Bathroom, Hot and Cold Water Service to Bath, Basin and Sink, Porcelain Enamelled Bath and Basin, Patent W.C., Copper, Tubs, Safe, Linen Press, Two Large Cupboards, Electric Light, "Shacklock" Range and Front Picket Fence. Purchasers can choose their own color of outside walls and papers. bbox=[1168, 350, 1380, 460]
ad-name: WILSON'S MOTOR SUPPLIES, LTD., ELTHAM. bbox=[273, 1269, 456, 1302]
ad-body: EUCHRE PARTY & DANCE in above Hall on THURSDAY, July 13. Prizes: Gents, 1st value 10s, 2nd 5s; Ladies, 1st value 10s, 2nd 5s. Last night for aggregate. Music by Mr. Bolton. Usual Admission. GRAND PLAIN & FANCY DRESS DANCE on July 27. GEO. KING, Hon. Sec. bbox=[486, 751, 698, 848]
teeds-ad bbox=[941, 1407, 1153, 1609]
ad-name: IRA J. BRIDGER, bbox=[756, 681, 883, 699]
ad-name: TEED'S, NEW PLYMOUTH. bbox=[965, 1582, 1128, 1596]
ad-body: (A Company of 26 Performers) will appear in "THE DRESS REHEARSAL" "THE DRESS REHEARSAL" A Musical Sketch, full of Jolly Choruses, Dances and Jokes. The Greedy Girl is simply wonderful. Don't miss this opportunity! Prices 3/- and 2/-, plus tax. bbox=[258, 685, 470, 767]
ad-body: WE have secured large stocks of Spares for the following: 22 Daimler, 1917 Allen, 1914 Mitchell Big 4, 1916 Davis 6, 1913-1914 Studebakers 25 & 35. Also Spares for over 200 other Cars and Motor Cycles.—N.Z. MOTOR WRECKING CO., Ltd., 29 Harris St, Wellington. bbox=[1623, 1277, 1836, 1373]
ad-sub: FOUR-ROOMED BUNGALOW bbox=[1179, 330, 1369, 345]
ad-name: WILSON'S bbox=[772, 1607, 867, 1629]
ad-title: THE PEOPLE'S bbox=[281, 291, 448, 316]
ad-title: LOCKTITE bbox=[1212, 1520, 1336, 1545]
ad-line: P.O. Box 141 'Phone 385. bbox=[1440, 1433, 1563, 1446]
ad-line: THE FAMILY WASH, for 2/6. bbox=[1428, 1604, 1575, 1617]
ad-name: SMITH'S MOTOR SERVICE, bbox=[968, 1318, 1126, 1332]
ad-body: In a speedy romance of a wandering ranchman, "PARDON MY NERVE" "PARDON MY NERVE" A THRILLING STORY THAT WILL MAKE YOUR HEART BEAT FASTER. Charles (Buck) Jones again scores in a dashing drama of the western plains, replete with spell-binding action and a brave man's valorous protection of a woman. bbox=[258, 350, 470, 474]
ad-body: (Both Commencing at 8 p.m.) Will be held in the NGAERE HALL ON WEDNESDAY, JULY 12. Proceeds in Aid of Library. Admission 1/6. A. C. COLEMAN, Hon. Sec. bbox=[258, 559, 470, 613]
ad-line: LAND AGENT, FITZROY, NEW PLYMOUTH. 'PHONE 551. bbox=[1192, 1225, 1356, 1253]
ad-title: A DANCE & EUCHRE PARTY bbox=[277, 539, 452, 553]
section-title: FOR SALE, TO LET, ETC. bbox=[1659, 725, 1800, 738]
ad-body: Leaves Opunake 7.30 a.m., arriving Eltham 8.50 a.m., connecting with Wellington Express. Leaves Opunake 1.15 p.m., arriving Eltham 2.45 p.m., connecting with Afternoon Train to Wanganui. Leaves Eltham 9.15 a.m., arriving Opunake 10.45 a.m. Leaves Eltham 5 p.m., after slow train from Wanganui. Kaponga Time-table as usual. Special Rates for Return Fares. bbox=[258, 1139, 470, 1263]
ad-body: THE good old sport has been revived, and the coming season will see new champions on track and road. You cannot commence training too soon now. Beside the famous "Round the Mountain" Race, there will be numerous track events all over Taranaki. Be sure you start the season on a sound, correctly designed machine such as the "ARROW" (Special Design), —AND— "MASSEY-HARRIS" (The Timaru to Christchurch Winner.) Write for particulars, terms, etc. SOLE AGENT. bbox=[713, 1024, 925, 1190]
ad-body: CANVASSERS required for each district in Taranaki. Good household line. Steady, reliable men; returned soldiers preferred. Write Box 206, or call Tuesday, between 10 and 11 a.m. E. M. GILL, Shaw's Buildings, Brougham Street. bbox=[1623, 1407, 1836, 1489]
strella-ad bbox=[258, 628, 470, 776]
ad-line: VICE-REGALS VICE-REGALS VICE-REGALS NEW PLYMOUTH TO-NIGHT (TUESDAY), AND WEDNESDAY, JULY 11 and 12. WAITARA. THURSDAY, JULY 13. ELTHAM. FRIDAY, JULY 14. bbox=[487, 648, 696, 718]
ad-title: OUR CLAIM bbox=[751, 1251, 888, 1277]
dog-gramophone-icon bbox=[62, 801, 213, 952]
dairy-herd-ad bbox=[713, 744, 925, 813]
opunake-motor-ad bbox=[31, 1264, 243, 1525]
regal-music-ad bbox=[31, 992, 243, 1258]
ad-body: PATA, Tawa, or Ma... Rimu or Hinau ... truck at Inglewood... rangement. Apply bbox=[1623, 1754, 1836, 1780]
farms-ad bbox=[1168, 1079, 1380, 1262]
ad-line: HOSIERY SPECIALISTS, 277 DEVON ST., NEW PLYMOUTH. bbox=[949, 1025, 1144, 1053]
timber-for-sale-ad bbox=[1623, 1735, 1836, 1790]
ad-line: NEW PLYMOUTH. bbox=[770, 1215, 868, 1228]
